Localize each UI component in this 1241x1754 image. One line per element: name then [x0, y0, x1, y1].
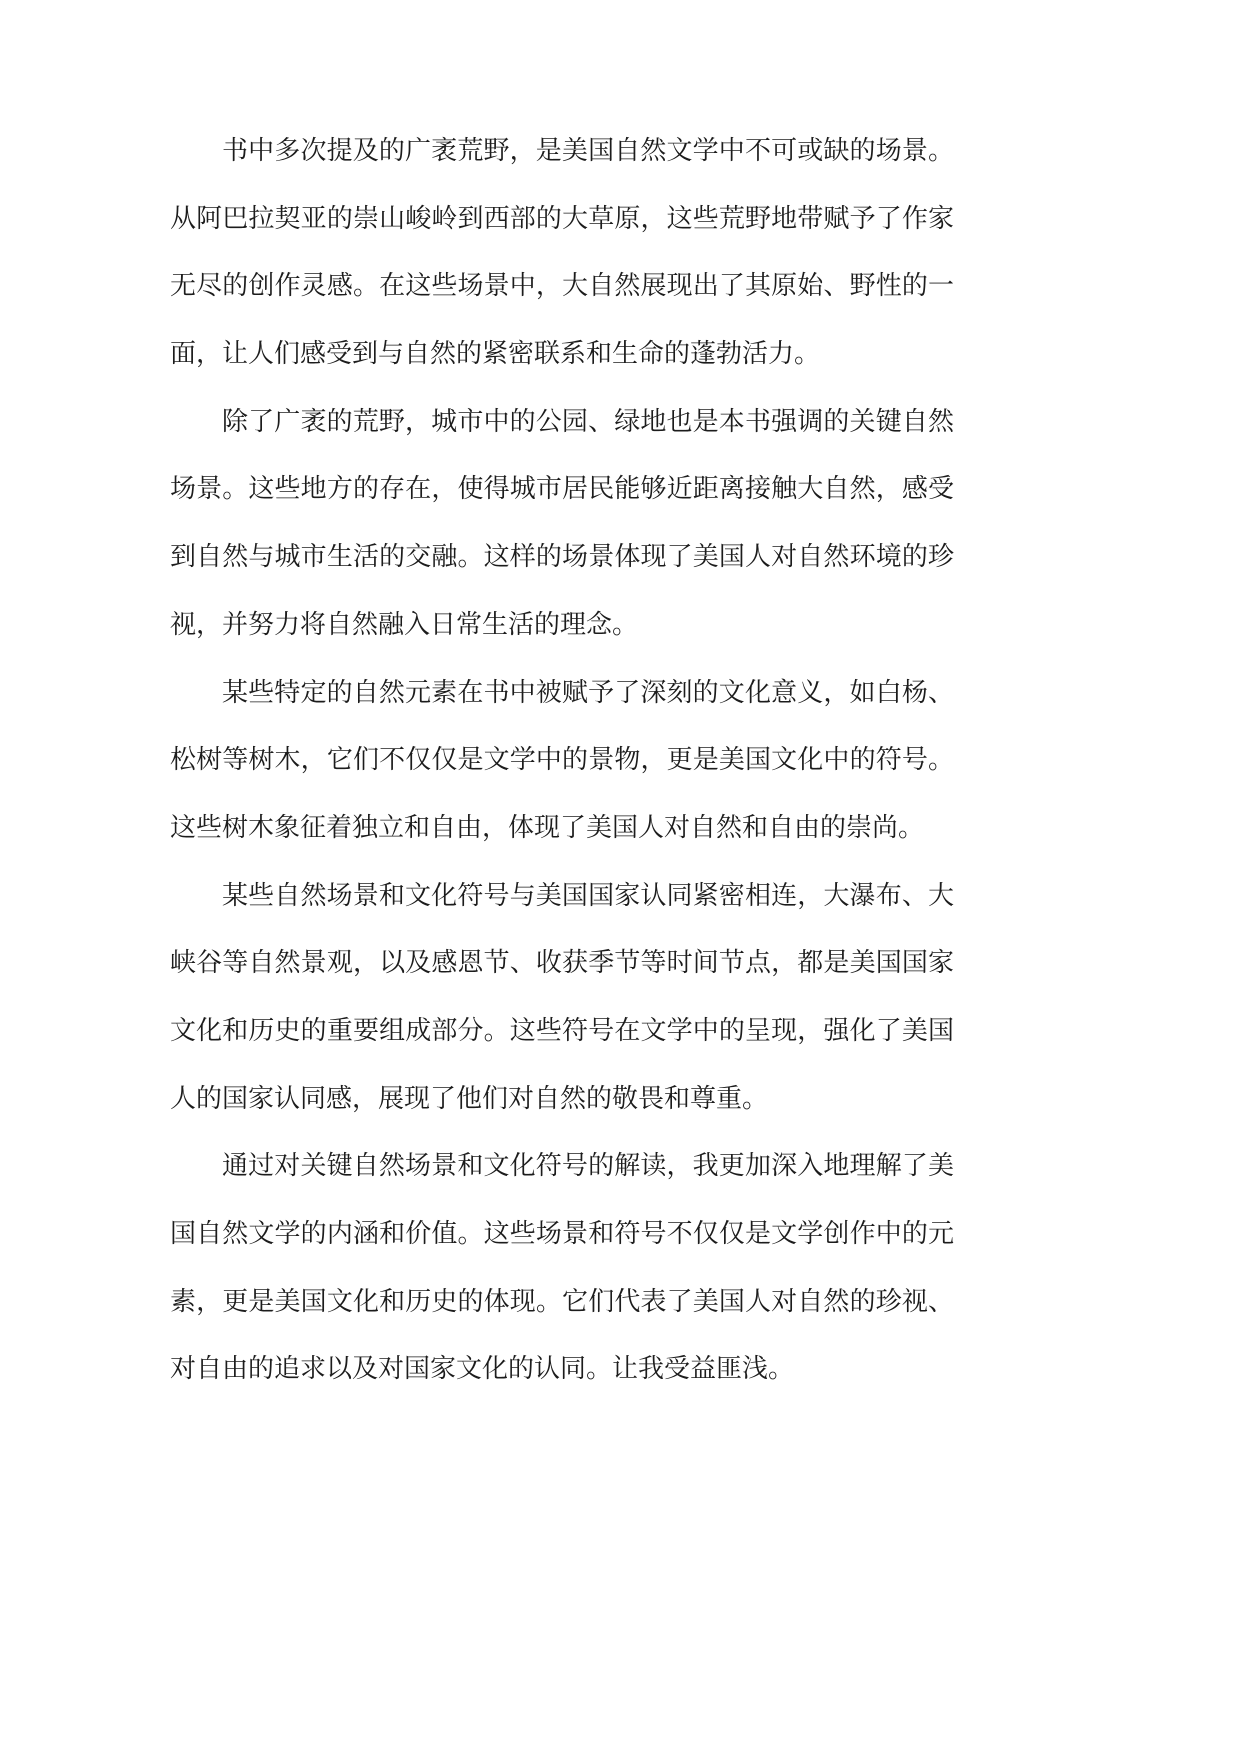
text-line: 峡谷等自然景观，以及感恩节、收获季节等时间节点，都是美国国家	[170, 948, 954, 979]
text-line: 书中多次提及的广袤荒野，是美国自然文学中不可或缺的场景。	[222, 136, 954, 166]
text-line: 某些自然场景和文化符号与美国国家认同紧密相连，大瀑布、大	[222, 880, 954, 911]
text-line: 素，更是美国文化和历史的体现。它们代表了美国人对自然的珍视、	[170, 1286, 954, 1317]
text-line: 人的国家认同感，展现了他们对自然的敬畏和尊重。	[170, 1083, 769, 1114]
text-line: 场景。这些地方的存在，使得城市居民能够近距离接触大自然，感受	[170, 474, 954, 505]
text-line: 通过对关键自然场景和文化符号的解读，我更加深入地理解了美	[222, 1151, 954, 1182]
paragraph-1	[170, 118, 954, 389]
paragraph-3	[170, 660, 954, 863]
paragraph-2	[170, 389, 954, 660]
text-line: 到自然与城市生活的交融。这样的场景体现了美国人对自然环境的珍	[170, 542, 954, 573]
text-line: 无尽的创作灵感。在这些场景中，大自然展现出了其原始、野性的一	[170, 271, 954, 302]
text-line: 从阿巴拉契亚的崇山峻岭到西部的大草原，这些荒野地带赋予了作家	[170, 203, 954, 234]
text-line: 某些特定的自然元素在书中被赋予了深刻的文化意义，如白杨、	[222, 677, 954, 708]
text-line: 对自由的追求以及对国家文化的认同。让我受益匪浅。	[170, 1354, 795, 1385]
document-body	[170, 118, 954, 1404]
text-line: 视，并努力将自然融入日常生活的理念。	[170, 609, 639, 640]
text-line: 国自然文学的内涵和价值。这些场景和符号不仅仅是文学创作中的元	[170, 1219, 954, 1249]
paragraph-5	[170, 1133, 954, 1404]
text-line: 文化和历史的重要组成部分。这些符号在文学中的呈现，强化了美国	[170, 1015, 954, 1046]
text-line: 除了广袤的荒野，城市中的公园、绿地也是本书强调的关键自然	[222, 406, 954, 437]
paragraph-4	[170, 863, 954, 1134]
text-line: 这些树木象征着独立和自由，体现了美国人对自然和自由的崇尚。	[170, 812, 925, 843]
text-line: 面，让人们感受到与自然的紧密联系和生命的蓬勃活力。	[170, 339, 821, 370]
text-line: 松树等树木，它们不仅仅是文学中的景物，更是美国文化中的符号。	[170, 745, 954, 776]
